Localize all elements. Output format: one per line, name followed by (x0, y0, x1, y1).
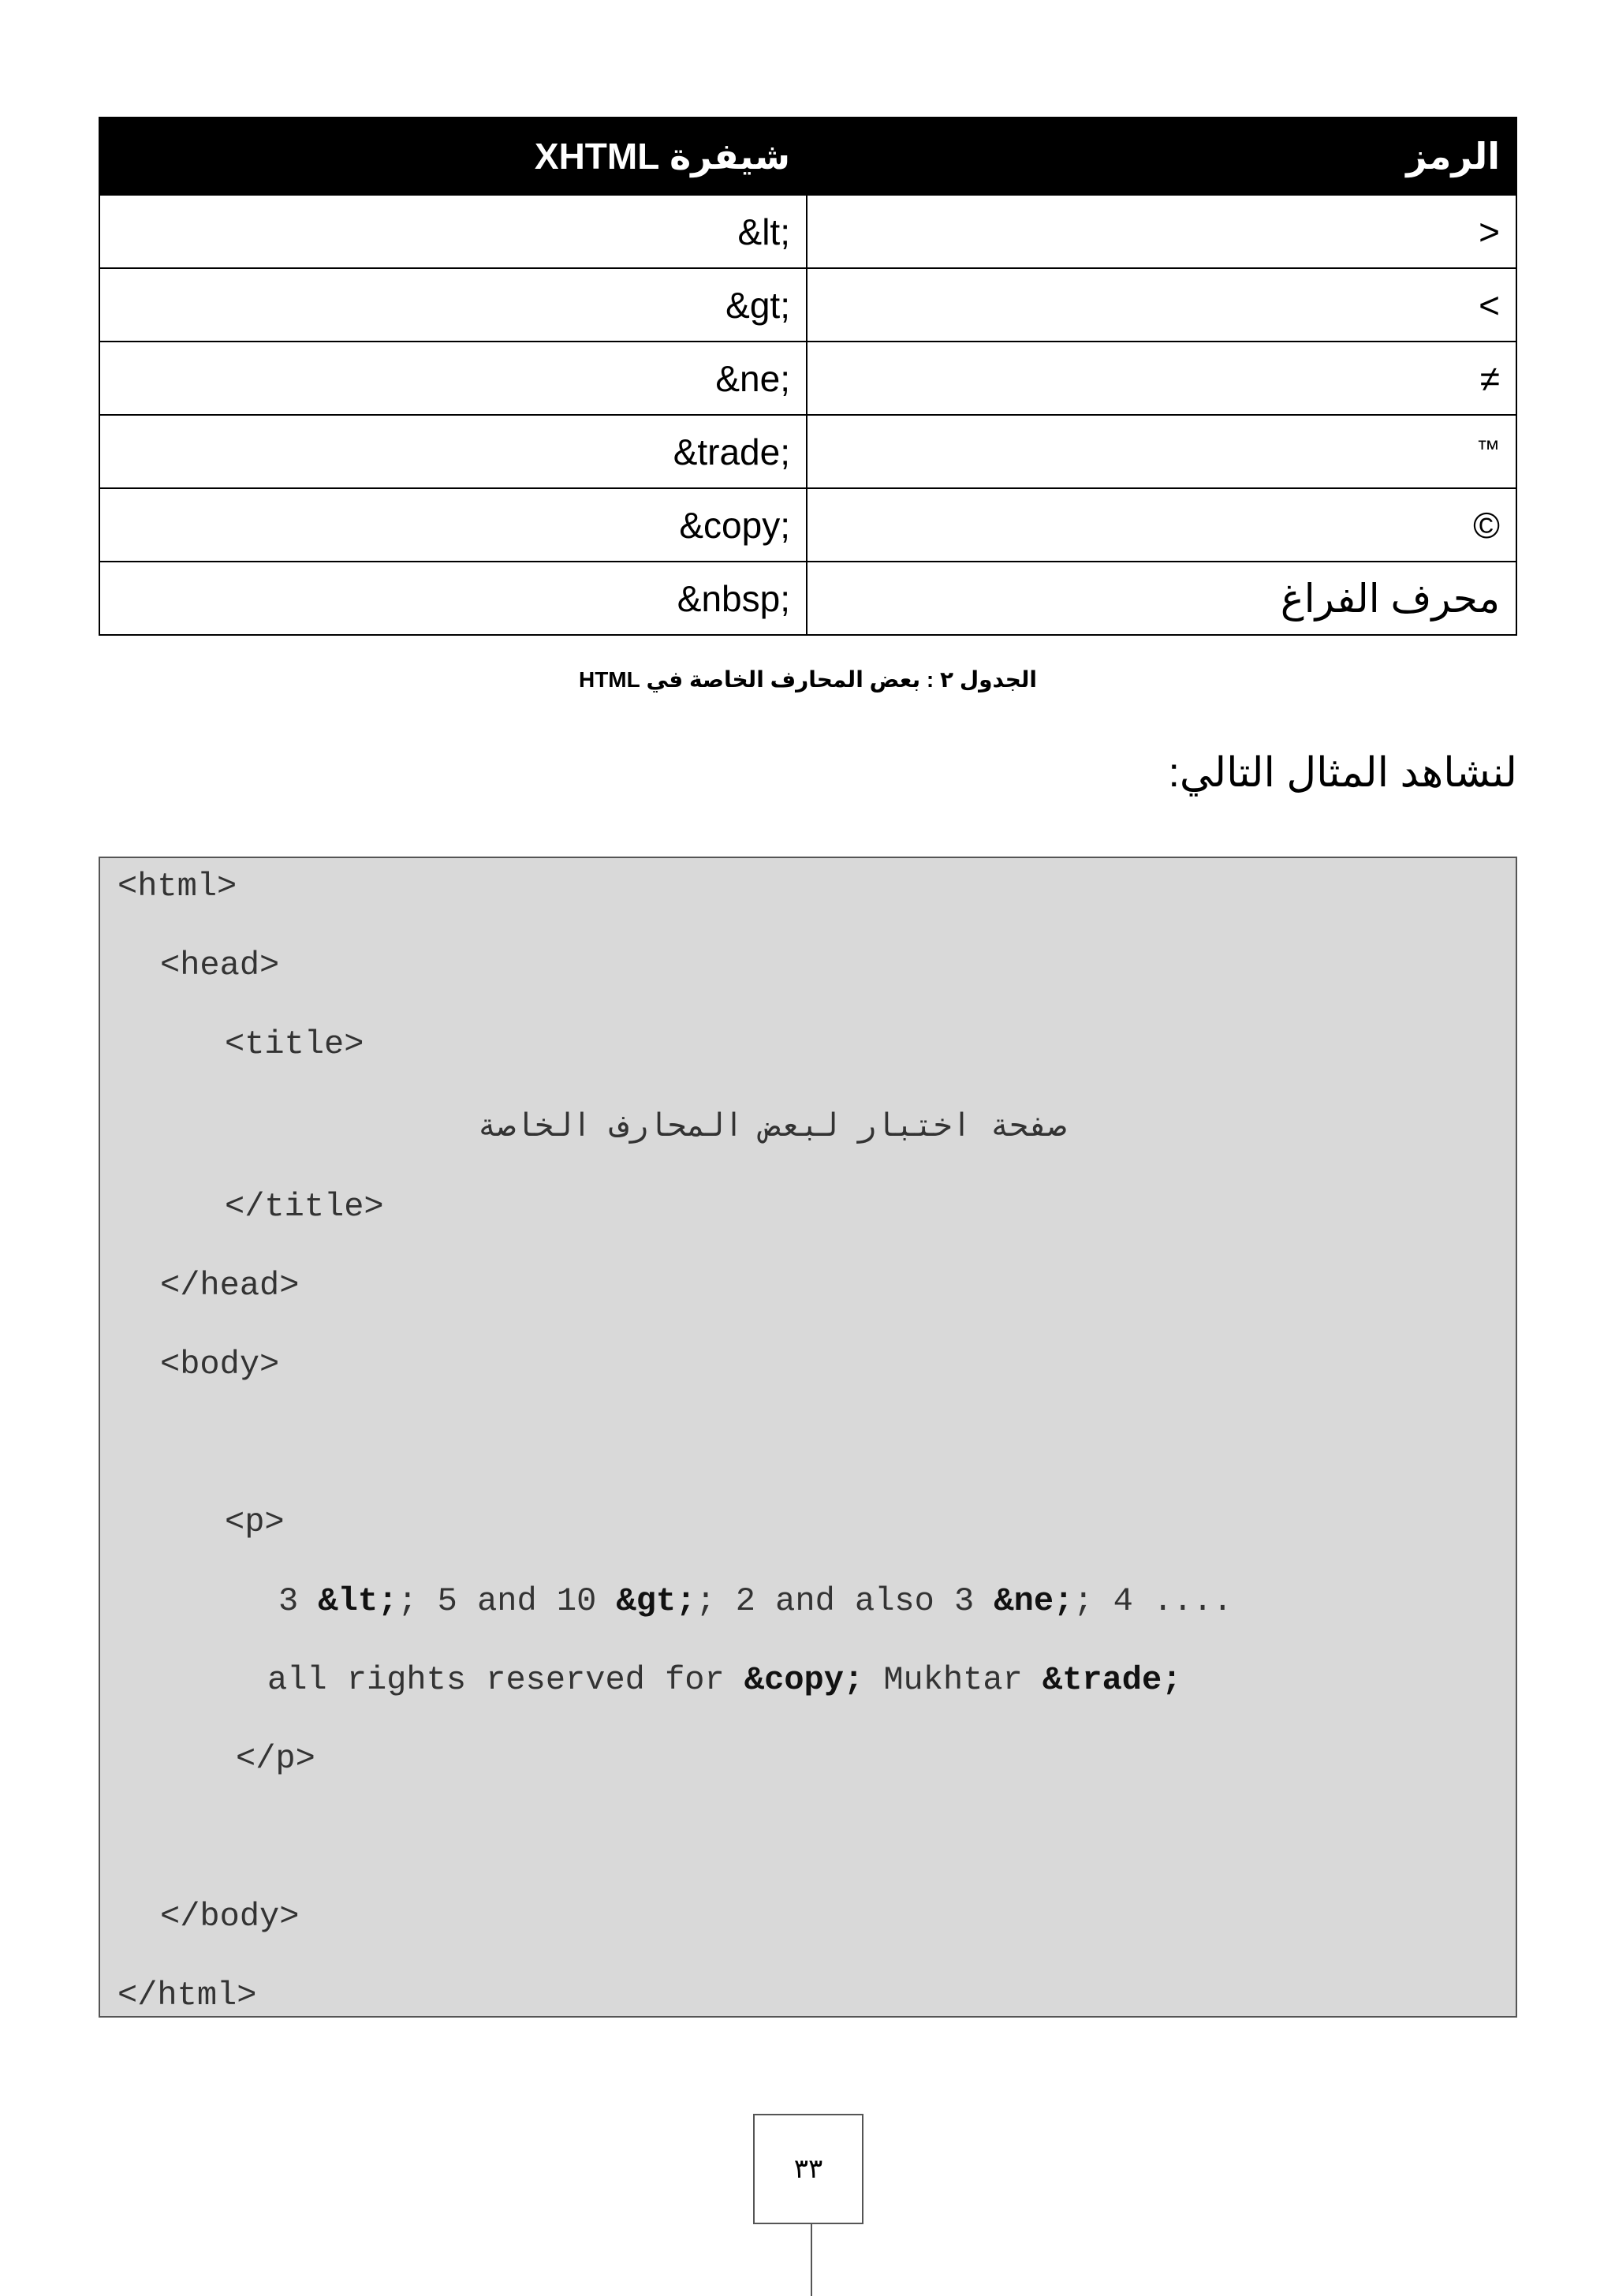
code-line-p-open: <p> (225, 1503, 285, 1541)
table-row (99, 268, 1516, 342)
intro-text: لنشاهد المثال التالي: (1168, 750, 1517, 796)
code-text: Mukhtar (863, 1661, 1042, 1699)
code-line-entities-1 (278, 1581, 1233, 1621)
code-text: all rights reserved for (267, 1661, 744, 1699)
code-entity: &gt; (616, 1582, 696, 1620)
code-line-body-close: </body> (160, 1898, 300, 1936)
table-caption: الجدول ٢ : بعض المحارف الخاصة في HTML (578, 667, 1038, 692)
code-example-box (99, 857, 1517, 2018)
code-line-head-close: </head> (160, 1267, 300, 1305)
code-line-p-close: </p> (236, 1740, 315, 1778)
symbol-cell: © (807, 488, 1516, 562)
code-text: ; (1073, 1582, 1094, 1620)
code-cell: &ne; (99, 342, 807, 415)
code-line-title-close: </title> (225, 1188, 384, 1226)
table-row (99, 488, 1516, 562)
code-line-title-open: <title> (225, 1025, 364, 1063)
symbol-cell: ≠ (807, 342, 1516, 415)
header-symbol: الرمز (807, 118, 1516, 195)
code-text: 4 .... (1093, 1582, 1233, 1620)
table-header-row (99, 118, 1516, 195)
code-text: 5 and 10 (417, 1582, 617, 1620)
page-number-connector (811, 2224, 812, 2296)
page-number: ٣٣ (753, 2114, 863, 2224)
table-row (99, 415, 1516, 488)
symbol-cell: ™ (807, 415, 1516, 488)
entity-table (99, 117, 1517, 636)
code-entity: &lt; (318, 1582, 398, 1620)
code-cell: &gt; (99, 268, 807, 342)
code-cell: &lt; (99, 195, 807, 268)
code-line-title-text: صفحة اختبار لبعض المحارف الخاصة (477, 1107, 1066, 1144)
table-row (99, 195, 1516, 268)
code-text: 3 (278, 1582, 319, 1620)
code-line-html-close: </html> (117, 1977, 257, 2014)
table-row (99, 342, 1516, 415)
code-text: ; (696, 1582, 716, 1620)
symbol-cell: < (807, 195, 1516, 268)
code-entity: &ne; (994, 1582, 1074, 1620)
header-code: شيفرة XHTML (99, 118, 807, 195)
code-cell: &copy; (99, 488, 807, 562)
code-line-html-open: <html> (117, 868, 237, 905)
code-line-body-open: <body> (160, 1346, 280, 1383)
code-entity: &copy; (744, 1661, 864, 1699)
code-line-head-open: <head> (160, 946, 280, 984)
code-entity: &trade; (1042, 1661, 1182, 1699)
code-text: ; (397, 1582, 418, 1620)
code-cell: &nbsp; (99, 562, 807, 635)
symbol-cell: محرف الفراغ (807, 562, 1516, 635)
table-row (99, 562, 1516, 635)
code-line-entities-2 (267, 1660, 1181, 1700)
code-text: 2 and also 3 (715, 1582, 994, 1620)
code-cell: &trade; (99, 415, 807, 488)
symbol-cell: > (807, 268, 1516, 342)
